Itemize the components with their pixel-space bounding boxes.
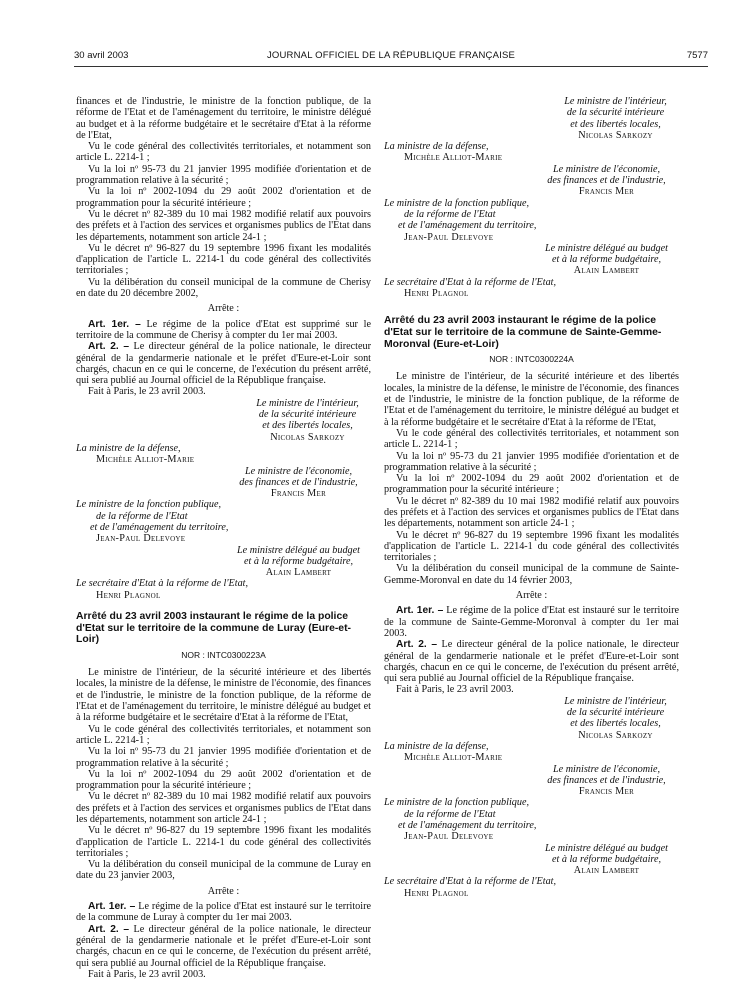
article-text: Le directeur général de la police nationale, le directeur général de la gendarmerie nationale et le préfet d'Eure-et-Loir sont chargés, chacun en ce qui le concerne, de l'exécution du présent arrêté, qui sera publié au Journal officiel de la République française. <box>384 639 680 685</box>
paragraph: Le ministre de l'intérieur, de la sécurité intérieure et des libertés locales, la ministre de la défense, le ministre de l'économie, des finances et de l'industrie, le ministre de la fonction publique, de la réforme de l'Etat et de l'aménagement du territoire, le ministre délégué au budget et à la réforme budgétaire et le secrétaire d'Etat à la réforme de l'Etat, <box>76 667 371 724</box>
signature-line: Le ministre de la fonction publique, <box>76 499 222 511</box>
arrete-heading: Arrêté du 23 avril 2003 instaurant le régime de la police d'Etat sur le territoire de la commune de Luray (Eure-et-Loir) <box>76 611 352 646</box>
signatory-name: Nicolas Sarkozy <box>578 729 653 741</box>
left-column <box>76 96 371 980</box>
arrete-label: Arrête : <box>207 303 240 315</box>
page-number: 7577 <box>686 50 708 61</box>
arrete-label: Arrête : <box>515 590 548 602</box>
signature-line: Le secrétaire d'Etat à la réforme de l'Etat, <box>76 578 249 590</box>
article-1 <box>76 319 371 342</box>
right-column <box>384 96 679 899</box>
signature-line: de la sécurité intérieure <box>566 707 665 719</box>
paragraph: Vu la loi nº 2002-1094 du 29 août 2002 d'orientation et de programmation pour la sécurité intérieure ; <box>384 473 679 496</box>
article-text: Le régime de la police d'Etat est instauré sur le territoire de la commune de Luray à compter du 1er mai 2003. <box>76 901 372 924</box>
paragraph: Vu la loi nº 95-73 du 21 janvier 1995 modifiée d'orientation et de programmation relative à la sécurité ; <box>76 746 371 769</box>
article-text: Le régime de la police d'Etat est instauré sur le territoire de la commune de Sainte-Gemme-Moronval à compter du 1er mai 2003. <box>384 605 680 639</box>
article-2 <box>384 639 679 684</box>
journal-title: JOURNAL OFFICIEL DE LA RÉPUBLIQUE FRANÇAISE <box>266 50 516 61</box>
paragraph: finances et de l'industrie, le ministre de la fonction publique, de la réforme de l'Etat et de l'aménagement du territoire, le ministre délégué au budget et à la réforme budgétaire et le secrétaire d'Etat à la réforme de l'Etat, <box>76 96 371 141</box>
article-text: Le directeur général de la police nationale, le directeur général de la gendarmerie nationale et le préfet d'Eure-et-Loir sont chargés, chacun en ce qui le concerne, de l'exécution du présent arrêté, qui sera publié au Journal officiel de la République française. <box>76 341 372 387</box>
page-header <box>74 50 708 64</box>
signature-line: et de l'aménagement du territoire, <box>398 820 537 831</box>
signature-line: Le secrétaire d'Etat à la réforme de l'Etat, <box>384 876 557 888</box>
paragraph: Vu la loi nº 2002-1094 du 29 août 2002 d'orientation et de programmation pour la sécurité intérieure ; <box>76 768 371 792</box>
signature-line: de la réforme de l'Etat <box>404 808 496 820</box>
signature-line: Le ministre de la fonction publique, <box>384 197 530 209</box>
paragraph: Vu la délibération du conseil municipal de la commune de Cherisy en date du 20 décembre 2002, <box>76 276 371 300</box>
paragraph: Vu la loi nº 95-73 du 21 janvier 1995 modifiée d'orientation et de programmation relative à la sécurité ; <box>76 163 371 187</box>
article-2 <box>76 341 371 386</box>
signature-line: Le secrétaire d'Etat à la réforme de l'Etat, <box>384 276 557 288</box>
header-rule <box>74 66 708 67</box>
signatory-name: Michèle Alliot-Marie <box>404 152 503 164</box>
article-label: Art. 1er. – <box>88 901 136 913</box>
signatory-name: Michèle Alliot-Marie <box>96 454 195 466</box>
arrete-heading: Arrêté du 23 avril 2003 instaurant le régime de la police d'Etat sur le territoire de la commune de Sainte-Gemme-Moronval (Eure-et-Loir) <box>384 315 662 350</box>
signature-line: de la sécurité intérieure <box>566 107 665 119</box>
signature-line: Le ministre de la fonction publique, <box>384 797 530 809</box>
signature-line: Le ministre de l'intérieur, <box>564 695 667 707</box>
paragraph: Vu la délibération du conseil municipal de la commune de Luray en date du 23 janvier 2003, <box>76 859 371 882</box>
paragraph: Vu la délibération du conseil municipal de la commune de Sainte-Gemme-Moronval en date du 14 février 2003, <box>384 563 679 586</box>
article-label: Art. 2. – <box>396 639 438 651</box>
signature-line: et des libertés locales, <box>570 118 661 130</box>
signatory-name: Jean-Paul Delevoye <box>404 231 494 243</box>
signature-line: de la réforme de l'Etat <box>96 510 188 522</box>
article-text: Le régime de la police d'Etat est supprimé sur le territoire de la commune de Cherisy à compter du 1er mai 2003. <box>76 318 372 341</box>
signatory-name: Michèle Alliot-Marie <box>404 752 503 764</box>
signature-line: La ministre de la défense, <box>384 740 489 752</box>
signatory-name: Francis Mer <box>578 786 635 798</box>
signature-line: Le ministre de l'économie, <box>552 763 661 775</box>
signature-line: Le ministre délégué au budget <box>237 544 360 556</box>
nor-reference: NOR : INTC0300223A <box>181 649 266 660</box>
signature-line: Le ministre délégué au budget <box>545 242 668 254</box>
signatory-name: Alain Lambert <box>265 567 332 579</box>
article-label: Art. 1er. – <box>396 605 444 617</box>
fait-a-paris: Fait à Paris, le 23 avril 2003. <box>88 968 206 980</box>
signatory-name: Alain Lambert <box>573 865 640 877</box>
signature-line: Le ministre de l'économie, <box>244 465 353 477</box>
signature-line: et de l'aménagement du territoire, <box>398 220 537 232</box>
signature-line: de la sécurité intérieure <box>258 409 357 421</box>
signature-line: La ministre de la défense, <box>76 442 181 454</box>
signatory-name: Henri Plagnol <box>96 589 161 601</box>
fait-a-paris: Fait à Paris, le 23 avril 2003. <box>88 386 206 398</box>
article-label: Art. 1er. – <box>88 318 141 330</box>
article-2 <box>76 924 371 969</box>
signature-line: de la réforme de l'Etat <box>404 208 496 220</box>
signature-line: et à la réforme budgétaire, <box>551 254 662 266</box>
article-label: Art. 2. – <box>88 341 130 353</box>
paragraph: Vu le code général des collectivités territoriales, et notamment son article L. 2214-1 ; <box>384 427 679 451</box>
signatures-block-3 <box>384 696 679 899</box>
article-label: Art. 2. – <box>88 923 130 935</box>
signature-line: La ministre de la défense, <box>384 141 489 153</box>
signatures-block-2 <box>384 96 679 299</box>
signature-line: et des libertés locales, <box>262 420 353 432</box>
article-1 <box>384 605 679 639</box>
signatory-name: Jean-Paul Delevoye <box>404 831 494 843</box>
signature-line: et des libertés locales, <box>570 718 661 730</box>
signatory-name: Francis Mer <box>578 186 635 198</box>
header-date: 30 avril 2003 <box>74 50 129 61</box>
paragraph: Le ministre de l'intérieur, de la sécurité intérieure et des libertés locales, la ministre de la défense, le ministre de l'économie, des finances et de l'industrie, le ministre de la fonction publique, de la réforme de l'Etat et de l'aménagement du territoire, le ministre délégué au budget et à la réforme budgétaire et le secrétaire d'Etat à la réforme de l'Etat, <box>384 371 679 428</box>
signature-line: des finances et de l'industrie, <box>239 476 358 488</box>
signature-line: des finances et de l'industrie, <box>547 774 666 786</box>
signature-line: Le ministre de l'économie, <box>552 163 661 175</box>
signature-line: et de l'aménagement du territoire, <box>90 521 229 533</box>
signatory-name: Jean-Paul Delevoye <box>96 533 186 545</box>
paragraph: Vu le décret nº 82-389 du 10 mai 1982 modifié relatif aux pouvoirs des préfets et à l'action des services et organismes publics de l'Etat dans les départements, notamment son article 24-1 ; <box>384 495 679 530</box>
paragraph: Vu le décret nº 82-389 du 10 mai 1982 modifié relatif aux pouvoirs des préfets et à l'action des services et organismes publics de l'Etat dans les départements, notamment son article 24-1 ; <box>76 791 371 825</box>
signature-line: et à la réforme budgétaire, <box>243 555 354 567</box>
paragraph: Vu la loi nº 2002-1094 du 29 août 2002 d'orientation et de programmation pour la sécurité intérieure ; <box>76 186 371 209</box>
paragraph: Vu le code général des collectivités territoriales, et notamment son article L. 2214-1 ; <box>76 141 371 164</box>
signatures-block-1 <box>76 398 371 601</box>
paragraph: Vu le code général des collectivités territoriales, et notamment son article L. 2214-1 ; <box>76 723 371 746</box>
signature-line: Le ministre de l'intérieur, <box>564 96 667 107</box>
signatory-name: Henri Plagnol <box>404 887 469 899</box>
signatory-name: Nicolas Sarkozy <box>578 129 653 141</box>
signature-line: et à la réforme budgétaire, <box>551 853 662 865</box>
paragraph: Vu le décret nº 96-827 du 19 septembre 1996 fixant les modalités d'application de l'article L. 2214-1 du code général des collectivités territoriales ; <box>76 825 371 859</box>
signature-line: Le ministre de l'intérieur, <box>256 397 359 409</box>
signature-line: des finances et de l'industrie, <box>547 175 666 187</box>
paragraph: Vu le décret nº 96-827 du 19 septembre 1996 fixant les modalités d'application de l'article L. 2214-1 du code général des collectivités territoriales ; <box>384 529 679 564</box>
signatory-name: Nicolas Sarkozy <box>270 431 345 443</box>
nor-reference: NOR : INTC0300224A <box>489 354 574 365</box>
fait-a-paris: Fait à Paris, le 23 avril 2003. <box>396 684 514 696</box>
signatory-name: Henri Plagnol <box>404 288 469 300</box>
article-1 <box>76 901 371 924</box>
signatory-name: Alain Lambert <box>573 265 640 277</box>
signatory-name: Francis Mer <box>270 488 327 500</box>
paragraph: Vu le décret nº 96-827 du 19 septembre 1996 fixant les modalités d'application de l'article L. 2214-1 du code général des collectivités territoriales ; <box>76 242 371 277</box>
article-text: Le directeur général de la police nationale, le directeur général de la gendarmerie nationale et le préfet d'Eure-et-Loir sont chargés, chacun en ce qui le concerne, de l'exécution du présent arrêté, qui sera publié au Journal officiel de la République française. <box>76 923 372 969</box>
paragraph: Vu le décret nº 82-389 du 10 mai 1982 modifié relatif aux pouvoirs des préfets et à l'action des services et organismes publics de l'Etat dans les départements, notamment son article 24-1 ; <box>76 208 371 243</box>
paragraph: Vu la loi nº 95-73 du 21 janvier 1995 modifiée d'orientation et de programmation relative à la sécurité ; <box>384 450 679 473</box>
arrete-label: Arrête : <box>207 885 240 897</box>
signature-line: Le ministre délégué au budget <box>545 842 668 854</box>
